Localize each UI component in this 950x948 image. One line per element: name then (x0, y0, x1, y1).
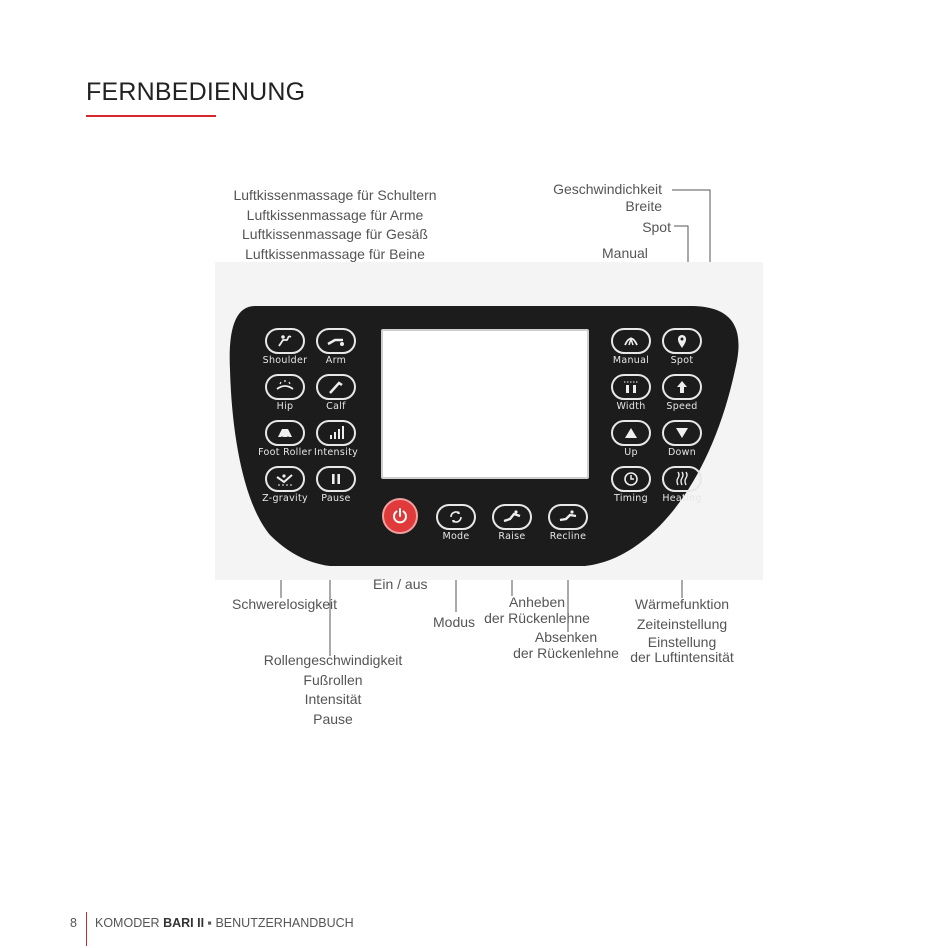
power-button[interactable] (382, 498, 418, 534)
intensity-button[interactable] (316, 420, 356, 446)
callout-pause: Pause (313, 710, 353, 727)
hip-button[interactable] (265, 374, 305, 400)
speed-label: Speed (666, 401, 698, 412)
mode-cycle-icon (445, 509, 467, 525)
arm-icon (325, 333, 347, 349)
footer-model: BARI II (163, 916, 205, 930)
raise-label: Raise (498, 531, 526, 542)
width-icon (620, 379, 642, 395)
speed-icon (671, 379, 693, 395)
callout-raise (477, 594, 597, 626)
callout-raise-line1: Anheben (508, 594, 566, 610)
down-button[interactable] (662, 420, 702, 446)
down-label: Down (667, 447, 697, 458)
calf-label: Calf (326, 401, 346, 412)
callout-foot-roller: Fußrollen (303, 671, 363, 688)
callout-airbag-group (215, 186, 455, 264)
shoulder-icon (274, 333, 296, 349)
recline-button[interactable] (548, 504, 588, 530)
callout-manual: Manual (602, 245, 648, 261)
arm-label: Arm (325, 355, 347, 366)
mode-label: Mode (442, 531, 470, 542)
page-title: FERNBEDIENUNG (86, 78, 306, 106)
raise-icon (501, 509, 523, 525)
raise-button[interactable] (492, 504, 532, 530)
footer-doc-title (95, 916, 354, 930)
foot-roller-icon (274, 425, 296, 441)
clock-icon (620, 471, 642, 487)
footer-separator: ▪ (207, 916, 212, 930)
width-button[interactable] (611, 374, 651, 400)
callout-air-intensity-line2: der Luftintensität (630, 649, 734, 665)
callout-bottom-left-group (248, 651, 418, 729)
callout-timing: Zeiteinstellung (636, 615, 728, 632)
callout-power: Ein / aus (373, 576, 428, 592)
callout-bottom-right-group (622, 595, 742, 665)
callout-airbag-hips: Luftkissenmassage für Gesäß (242, 226, 428, 242)
up-button[interactable] (611, 420, 651, 446)
down-arrow-icon (671, 425, 693, 441)
footer-divider (86, 912, 87, 946)
page-footer (70, 916, 354, 930)
footer-brand: KOMODER (95, 916, 160, 930)
width-label: Width (616, 401, 646, 412)
callout-air-intensity-line1: Einstellung (647, 634, 717, 650)
callout-intensity: Intensität (304, 691, 362, 707)
callout-recline (506, 629, 626, 661)
intensity-label: Intensity (313, 447, 359, 458)
calf-button[interactable] (316, 374, 356, 400)
callout-airbag-arms: Luftkissenmassage für Arme (246, 206, 424, 223)
speed-button[interactable] (662, 374, 702, 400)
footer-doc: BENUTZERHANDBUCH (215, 916, 354, 930)
pause-label: Pause (321, 493, 351, 504)
callout-width: Breite (625, 198, 662, 214)
up-label: Up (624, 447, 638, 458)
callout-heating: Wärmefunktion (634, 596, 730, 612)
z-gravity-label: Z-gravity (262, 493, 308, 504)
shoulder-label: Shoulder (262, 355, 308, 366)
z-gravity-button[interactable] (265, 466, 305, 492)
hip-icon (274, 379, 296, 395)
callout-speed: Geschwindichkeit (553, 181, 662, 197)
callout-airbag-shoulders: Luftkissenmassage für Schultern (233, 187, 437, 203)
recline-icon (557, 509, 579, 525)
mode-button[interactable] (436, 504, 476, 530)
intensity-icon (325, 425, 347, 441)
location-pin-icon (671, 333, 693, 349)
calf-icon (325, 379, 347, 395)
display-screen (381, 329, 589, 479)
shoulder-button[interactable] (265, 328, 305, 354)
foot-roller-label: Foot Roller (258, 447, 312, 458)
manual-icon (620, 333, 642, 349)
callout-roller-speed: Rollengeschwindigkeit (263, 652, 403, 668)
manual-label: Manual (612, 355, 650, 366)
callout-mode: Modus (433, 614, 476, 630)
z-gravity-icon (274, 471, 296, 487)
callout-airbag-legs: Luftkissenmassage für Beine (245, 245, 425, 262)
heating-label: Heating (662, 493, 702, 504)
up-arrow-icon (620, 425, 642, 441)
arm-button[interactable] (316, 328, 356, 354)
recline-label: Recline (549, 531, 587, 542)
foot-roller-button[interactable] (265, 420, 305, 446)
manual-button[interactable] (611, 328, 651, 354)
pause-button[interactable] (316, 466, 356, 492)
callout-raise-line2: der Rückenlehne (484, 610, 590, 626)
timing-label: Timing (614, 493, 648, 504)
callout-spot: Spot (642, 219, 671, 235)
timing-button[interactable] (611, 466, 651, 492)
callout-recline-line1: Absenken (534, 629, 598, 645)
callout-recline-line2: der Rückenlehne (513, 645, 619, 661)
spot-label: Spot (670, 355, 694, 366)
spot-button[interactable] (662, 328, 702, 354)
hip-label: Hip (276, 401, 294, 412)
callout-zero-gravity: Schwerelosigkeit (232, 596, 338, 612)
heat-icon (671, 471, 693, 487)
power-icon (391, 507, 409, 525)
page-number: 8 (70, 916, 77, 930)
heating-button[interactable] (662, 466, 702, 492)
pause-icon (325, 471, 347, 487)
